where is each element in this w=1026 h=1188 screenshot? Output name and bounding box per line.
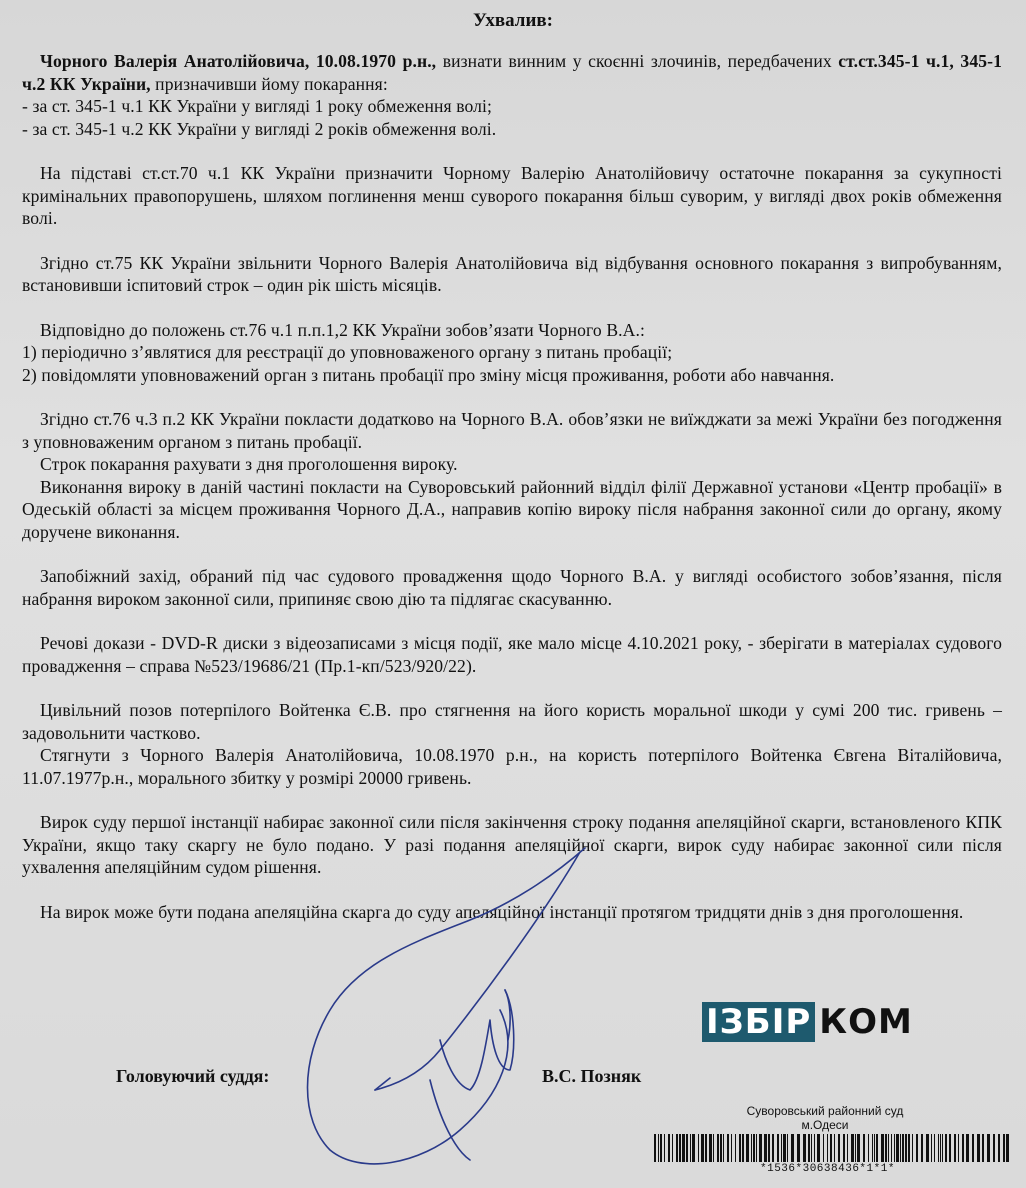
izbirkom-logo xyxy=(702,1002,917,1042)
barcode-bar xyxy=(843,1134,845,1162)
barcode-bar xyxy=(654,1134,656,1162)
sentence-item-1: - за ст. 345-1 ч.1 КК України у вигляді 1 року обмеження волі; xyxy=(22,96,493,116)
court-name: Суворовський районний суд xyxy=(746,1104,904,1118)
barcode-bar xyxy=(709,1134,712,1162)
decision-heading: Ухвалив: xyxy=(472,10,553,31)
barcode-bar xyxy=(668,1134,670,1162)
barcode-bar xyxy=(797,1134,800,1162)
barcode-bar xyxy=(891,1134,892,1162)
barcode-bar xyxy=(787,1134,788,1162)
barcode-bar xyxy=(679,1134,681,1162)
presiding-judge-label: Головуючий суддя: xyxy=(116,1066,270,1086)
barcode-bar xyxy=(692,1134,695,1162)
barcode-bar xyxy=(900,1134,901,1162)
barcode-bar xyxy=(902,1134,904,1162)
barcode-bar xyxy=(982,1134,984,1162)
logo-part-1: ІЗБІР xyxy=(702,1002,815,1042)
barcode-bar xyxy=(863,1134,865,1162)
obligation-item-1: 1) періодично з’являтися для реєстрації до уповноваженого органу з питань пробації; xyxy=(22,342,673,362)
barcode-bar xyxy=(896,1134,899,1162)
barcode-bar xyxy=(972,1134,974,1162)
paragraph-damages: Стягнути з Чорного Валерія Анатолійовича, 10.08.1970 р.н., на користь потерпілого Войтенка Євгена Віталійовича, 11.07.1977р.н., морального збитку у розмірі 20000 гривень. xyxy=(22,745,1002,788)
barcode-bar xyxy=(723,1134,724,1162)
barcode-bar xyxy=(905,1134,907,1162)
barcode-bar xyxy=(949,1134,951,1162)
barcode-bar xyxy=(731,1134,732,1162)
barcode-bar xyxy=(676,1134,678,1162)
barcode-bar xyxy=(908,1134,910,1162)
barcode-bar xyxy=(966,1134,969,1162)
barcode-bar xyxy=(823,1134,824,1162)
barcode-bar xyxy=(977,1134,980,1162)
barcode-bar xyxy=(811,1134,812,1162)
barcode-number: *1536*30638436*1*1* xyxy=(760,1163,895,1175)
barcode-bar xyxy=(834,1134,835,1162)
paragraph-preventive-measure: Запобіжний захід, обраний під час судового провадження щодо Чорного В.А. у вигляді особистого зобов’язання, після набрання вироком законної сили, припиняє свою дію та підлягає скасуванню. xyxy=(22,566,1002,609)
barcode-bar xyxy=(857,1134,860,1162)
barcode-bar xyxy=(921,1134,923,1162)
barcode-bar xyxy=(658,1134,659,1162)
barcode-bar xyxy=(881,1134,884,1162)
barcode-bar xyxy=(817,1134,820,1162)
barcode-bar xyxy=(940,1134,941,1162)
barcode-bar xyxy=(987,1134,990,1162)
barcode-bar xyxy=(872,1134,873,1162)
barcode-bar xyxy=(682,1134,685,1162)
barcode-bar xyxy=(962,1134,964,1162)
barcode-bar xyxy=(768,1134,770,1162)
barcode-bar xyxy=(827,1134,828,1162)
paragraph-civil-claim: Цивільний позов потерпілого Войтенка Є.В. про стягнення на його користь моральної шкоди у сумі 200 тис. гривень – задовольнити частково. xyxy=(22,700,1002,743)
barcode-bar xyxy=(690,1134,691,1162)
barcode-bar xyxy=(876,1134,878,1162)
barcode-bar xyxy=(938,1134,939,1162)
barcode-bar xyxy=(942,1134,943,1162)
barcode-bar xyxy=(759,1134,762,1162)
barcode-bar xyxy=(993,1134,995,1162)
barcode-bar xyxy=(791,1134,794,1162)
defendant-name: Чорного Валерія Анатолійовича, 10.08.1970 р.н., xyxy=(40,51,437,71)
barcode-bar xyxy=(720,1134,722,1162)
paragraph-term-start: Строк покарання рахувати з дня проголошення вироку. xyxy=(40,454,458,474)
paragraph-execution: Виконання вироку в даній частині покласти на Суворовський районний відділ філії Державної установи «Центр пробації» в Одеській області за місцем проживання Чорного Д.А., направив копію вироку після набрання законної сили до органу, якому доручене виконання. xyxy=(22,476,1002,542)
barcode-bar xyxy=(672,1134,673,1162)
barcode-bar xyxy=(777,1134,779,1162)
barcode-bar xyxy=(803,1134,806,1162)
judge-name: В.С. Позняк xyxy=(542,1066,642,1086)
paragraph-additional-duties: Згідно ст.76 ч.3 п.2 КК України покласти додатково на Чорного В.А. обов’язки не виїжджати за межі України без погодження з уповноваженим органом з питань пробації. xyxy=(22,409,1002,452)
barcode-bar xyxy=(912,1134,913,1162)
barcode-bar xyxy=(713,1134,714,1162)
paragraph-appeal-right: На вирок може бути подана апеляційна скарга до суду апеляційної інстанції протягом тридцяти днів з дня проголошення. xyxy=(40,901,964,922)
barcode-bar xyxy=(847,1134,848,1162)
barcode-bar xyxy=(851,1134,854,1162)
barcode-bar xyxy=(998,1134,1000,1162)
barcode-bar xyxy=(717,1134,719,1162)
barcode-bar xyxy=(838,1134,840,1162)
document-body xyxy=(22,50,1002,923)
barcode-bar xyxy=(855,1134,856,1162)
barcode-bar xyxy=(772,1134,774,1162)
barcode-bar xyxy=(781,1134,782,1162)
barcode-bar xyxy=(931,1134,932,1162)
paragraph-evidence: Речові докази - DVD-R диски з відеозаписами з місця події, яке мало місце 4.10.2021 року, - зберігати в матеріалах судового провадження – справа №523/19686/21 (Пр.1-кп/523/920/22). xyxy=(22,633,1002,676)
barcode-bar xyxy=(1006,1134,1009,1162)
barcode-bar xyxy=(926,1134,929,1162)
barcode-bar xyxy=(753,1134,755,1162)
barcode-bar xyxy=(705,1134,707,1162)
barcode-bar xyxy=(746,1134,749,1162)
barcode-bar xyxy=(742,1134,744,1162)
paragraph-probation: Згідно ст.75 КК України звільнити Чорного Валерія Анатолійовича від відбування основного покарання з випробуванням, встановивши іспитовий строк – один рік шість місяців. xyxy=(22,252,1002,295)
barcode-bar xyxy=(916,1134,918,1162)
barcode-bar xyxy=(783,1134,786,1162)
barcode-bar xyxy=(958,1134,959,1162)
logo-part-2: КОМ xyxy=(819,1002,913,1042)
barcode-bar xyxy=(1003,1134,1005,1162)
obligation-item-2: 2) повідомляти уповноважений орган з питань пробації про зміну місця проживання, роботи або навчання. xyxy=(22,364,835,385)
barcode-bar xyxy=(764,1134,767,1162)
barcode xyxy=(652,1134,1012,1164)
barcode-bar xyxy=(885,1134,887,1162)
paragraph-final-sentence: На підставі ст.ст.70 ч.1 КК України призначити Чорному Валерію Анатолійовичу остаточне покарання за сукупності кримінальних правопорушень, шляхом поглинення менш суворого покарання більш суворим, у вигляді двох років обмеження волі. xyxy=(22,163,1002,228)
paragraph-appeal-effect: Вирок суду першої інстанції набирає законної сили після закінчення строку подання апеляційної скарги, встановленого КПК України, якщо таку скаргу не було подано. У разі подання апеляційної скарги, вирок суду набирає законної сили після ухвалення апеляційним судом рішення. xyxy=(22,812,1002,877)
barcode-bar xyxy=(751,1134,752,1162)
articles-ref: ст.ст.345-1 ч.1, 345-1 ч.2 КК України, xyxy=(22,51,1002,94)
barcode-bar xyxy=(739,1134,741,1162)
barcode-bar xyxy=(701,1134,704,1162)
barcode-bar xyxy=(808,1134,810,1162)
barcode-bar xyxy=(664,1134,665,1162)
sentence-item-2: - за ст. 345-1 ч.2 КК України у вигляді 2 років обмеження волі. xyxy=(22,118,497,139)
barcode-bar xyxy=(954,1134,956,1162)
barcode-bar xyxy=(874,1134,875,1162)
barcode-bar xyxy=(945,1134,947,1162)
barcode-bar xyxy=(727,1134,729,1162)
court-stamp xyxy=(720,1104,930,1132)
paragraph-obligations: Відповідно до положень ст.76 ч.1 п.п.1,2 КК України зобов’язати Чорного В.А.: xyxy=(40,319,645,340)
paragraph-verdict: Чорного Валерія Анатолійовича, 10.08.1970 р.н., визнати винним у скоєнні злочинів, передбачених ст.ст.345-1 ч.1, 345-1 ч.2 КК України, призначивши йому покарання: xyxy=(22,51,1002,94)
barcode-bar xyxy=(888,1134,889,1162)
barcode-bar xyxy=(735,1134,736,1162)
court-city: м.Одеси xyxy=(801,1118,849,1132)
barcode-bar xyxy=(686,1134,688,1162)
barcode-bar xyxy=(830,1134,832,1162)
barcode-bar xyxy=(814,1134,815,1162)
barcode-bar xyxy=(934,1134,935,1162)
barcode-bar xyxy=(698,1134,699,1162)
barcode-bar xyxy=(660,1134,662,1162)
barcode-bar xyxy=(868,1134,869,1162)
barcode-bar xyxy=(894,1134,895,1162)
barcode-bar xyxy=(756,1134,757,1162)
